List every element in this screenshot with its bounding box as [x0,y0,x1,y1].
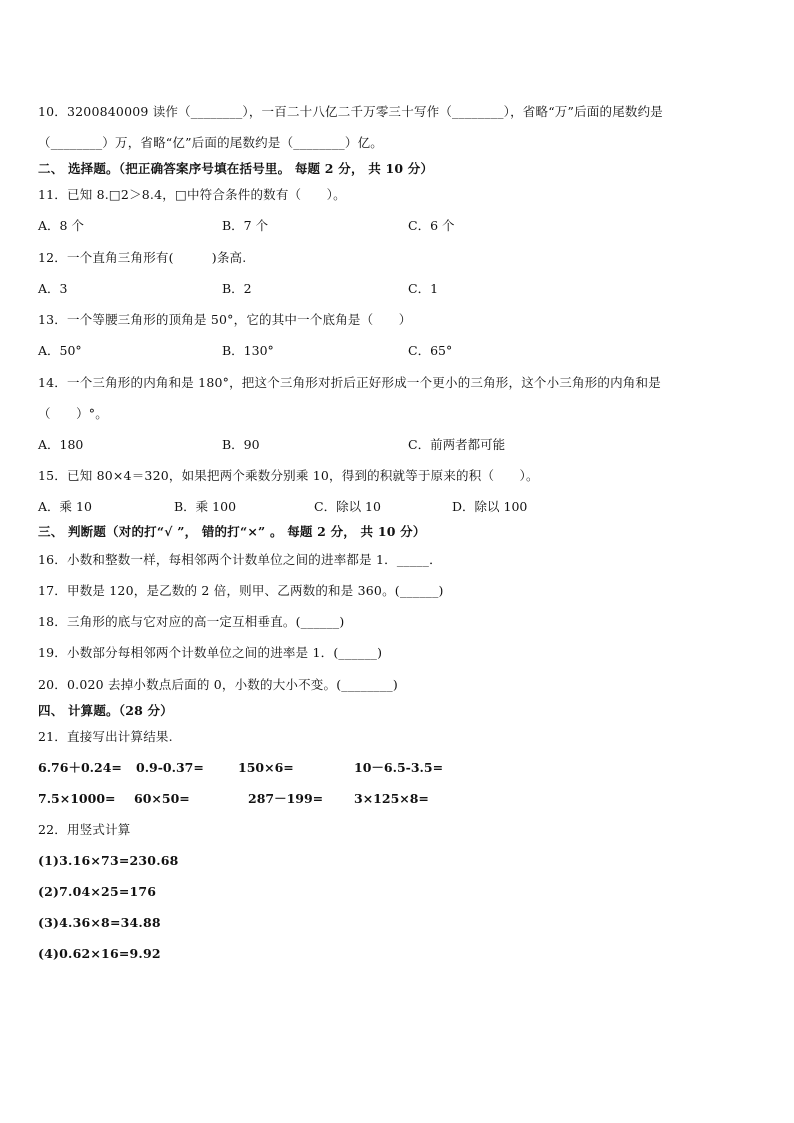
q11-options [38,218,758,234]
q14-option-b: B．90 [222,437,260,452]
q21-r1-item4: 10－6.5-3.5= [354,760,444,775]
q21-r2-item3: 287－199= [248,791,324,806]
q18-text: 18．三角形的底与它对应的高一定互相垂直。(______) [38,614,345,629]
q21-r1-item3: 150×6= [238,760,294,775]
q12-options [38,281,758,297]
section4-title: 四、 计算题。（28 分） [38,703,173,718]
q21-r1-item2: 0.9-0.37= [136,760,204,775]
q11-option-c: C．6 个 [408,218,455,233]
section2-title: 二、 选择题。（把正确答案序号填在括号里。 每题 2 分， 共 10 分） [38,161,434,176]
q21-stem: 21．直接写出计算结果. [38,729,173,744]
q21-r2-item4: 3×125×8= [354,791,429,806]
q14-option-c: C．前两者都可能 [408,437,506,452]
q13-options [38,343,758,359]
q21-row2 [38,791,758,807]
q13-option-c: C．65° [408,343,453,358]
q21-r2-item2: 60×50= [134,791,190,806]
q14-options [38,437,758,453]
q10-line1: 10．3200840009 读作（________），一百二十八亿二千万零三十写作（________），省略“万”后面的尾数约是 [38,104,663,119]
q21-row1 [38,760,758,776]
q14-stem-line1: 14．一个三角形的内角和是 180°，把这个三角形对折后正好形成一个更小的三角形，这个小三角形的内角和是 [38,375,661,390]
q15-option-d: D．除以 100 [452,499,528,514]
q22-item2: (2)7.04×25=176 [38,884,157,899]
q13-option-b: B．130° [222,343,274,358]
q12-option-c: C．1 [408,281,439,296]
q12-option-a: A．3 [38,281,68,296]
q12-option-b: B．2 [222,281,252,296]
q11-option-b: B．7 个 [222,218,269,233]
q13-option-a: A．50° [38,343,82,358]
q22-stem: 22．用竖式计算 [38,822,131,837]
q10-line2: （________）万，省略“亿”后面的尾数约是（________）亿。 [38,135,383,150]
section3-title: 三、 判断题（对的打“√ ”， 错的打“×” 。 每题 2 分， 共 10 分） [38,524,426,539]
q21-r2-item1: 7.5×1000= [38,791,116,806]
q17-text: 17．甲数是 120，是乙数的 2 倍，则甲、乙两数的和是 360。(______) [38,583,444,598]
q15-option-c: C．除以 10 [314,499,381,514]
q21-r1-item1: 6.76＋0.24= [38,760,122,775]
q15-option-a: A．乘 10 [38,499,92,514]
q22-item4: (4)0.62×16=9.92 [38,946,161,961]
q22-item3: (3)4.36×8=34.88 [38,915,161,930]
q20-text: 20．0.020 去掉小数点后面的 0，小数的大小不变。(________) [38,677,398,692]
q15-option-b: B．乘 100 [174,499,237,514]
q16-text: 16．小数和整数一样，每相邻两个计数单位之间的进率都是 1．_____． [38,552,442,567]
q11-stem: 11．已知 8.□2＞8.4，□中符合条件的数有（ ）。 [38,187,346,202]
q15-stem: 15．已知 80×4＝320，如果把两个乘数分别乘 10，得到的积就等于原来的积（ ）。 [38,468,539,483]
q11-option-a: A．8 个 [38,218,84,233]
q15-options [38,499,758,515]
q14-option-a: A．180 [38,437,84,452]
q14-stem-line2: （ ）°。 [38,406,108,421]
q22-item1: (1)3.16×73=230.68 [38,853,179,868]
q12-stem: 12．一个直角三角形有( )条高. [38,250,247,265]
q13-stem: 13．一个等腰三角形的顶角是 50°，它的其中一个底角是（ ） [38,312,412,327]
q19-text: 19．小数部分每相邻两个计数单位之间的进率是 1．(______) [38,645,383,660]
